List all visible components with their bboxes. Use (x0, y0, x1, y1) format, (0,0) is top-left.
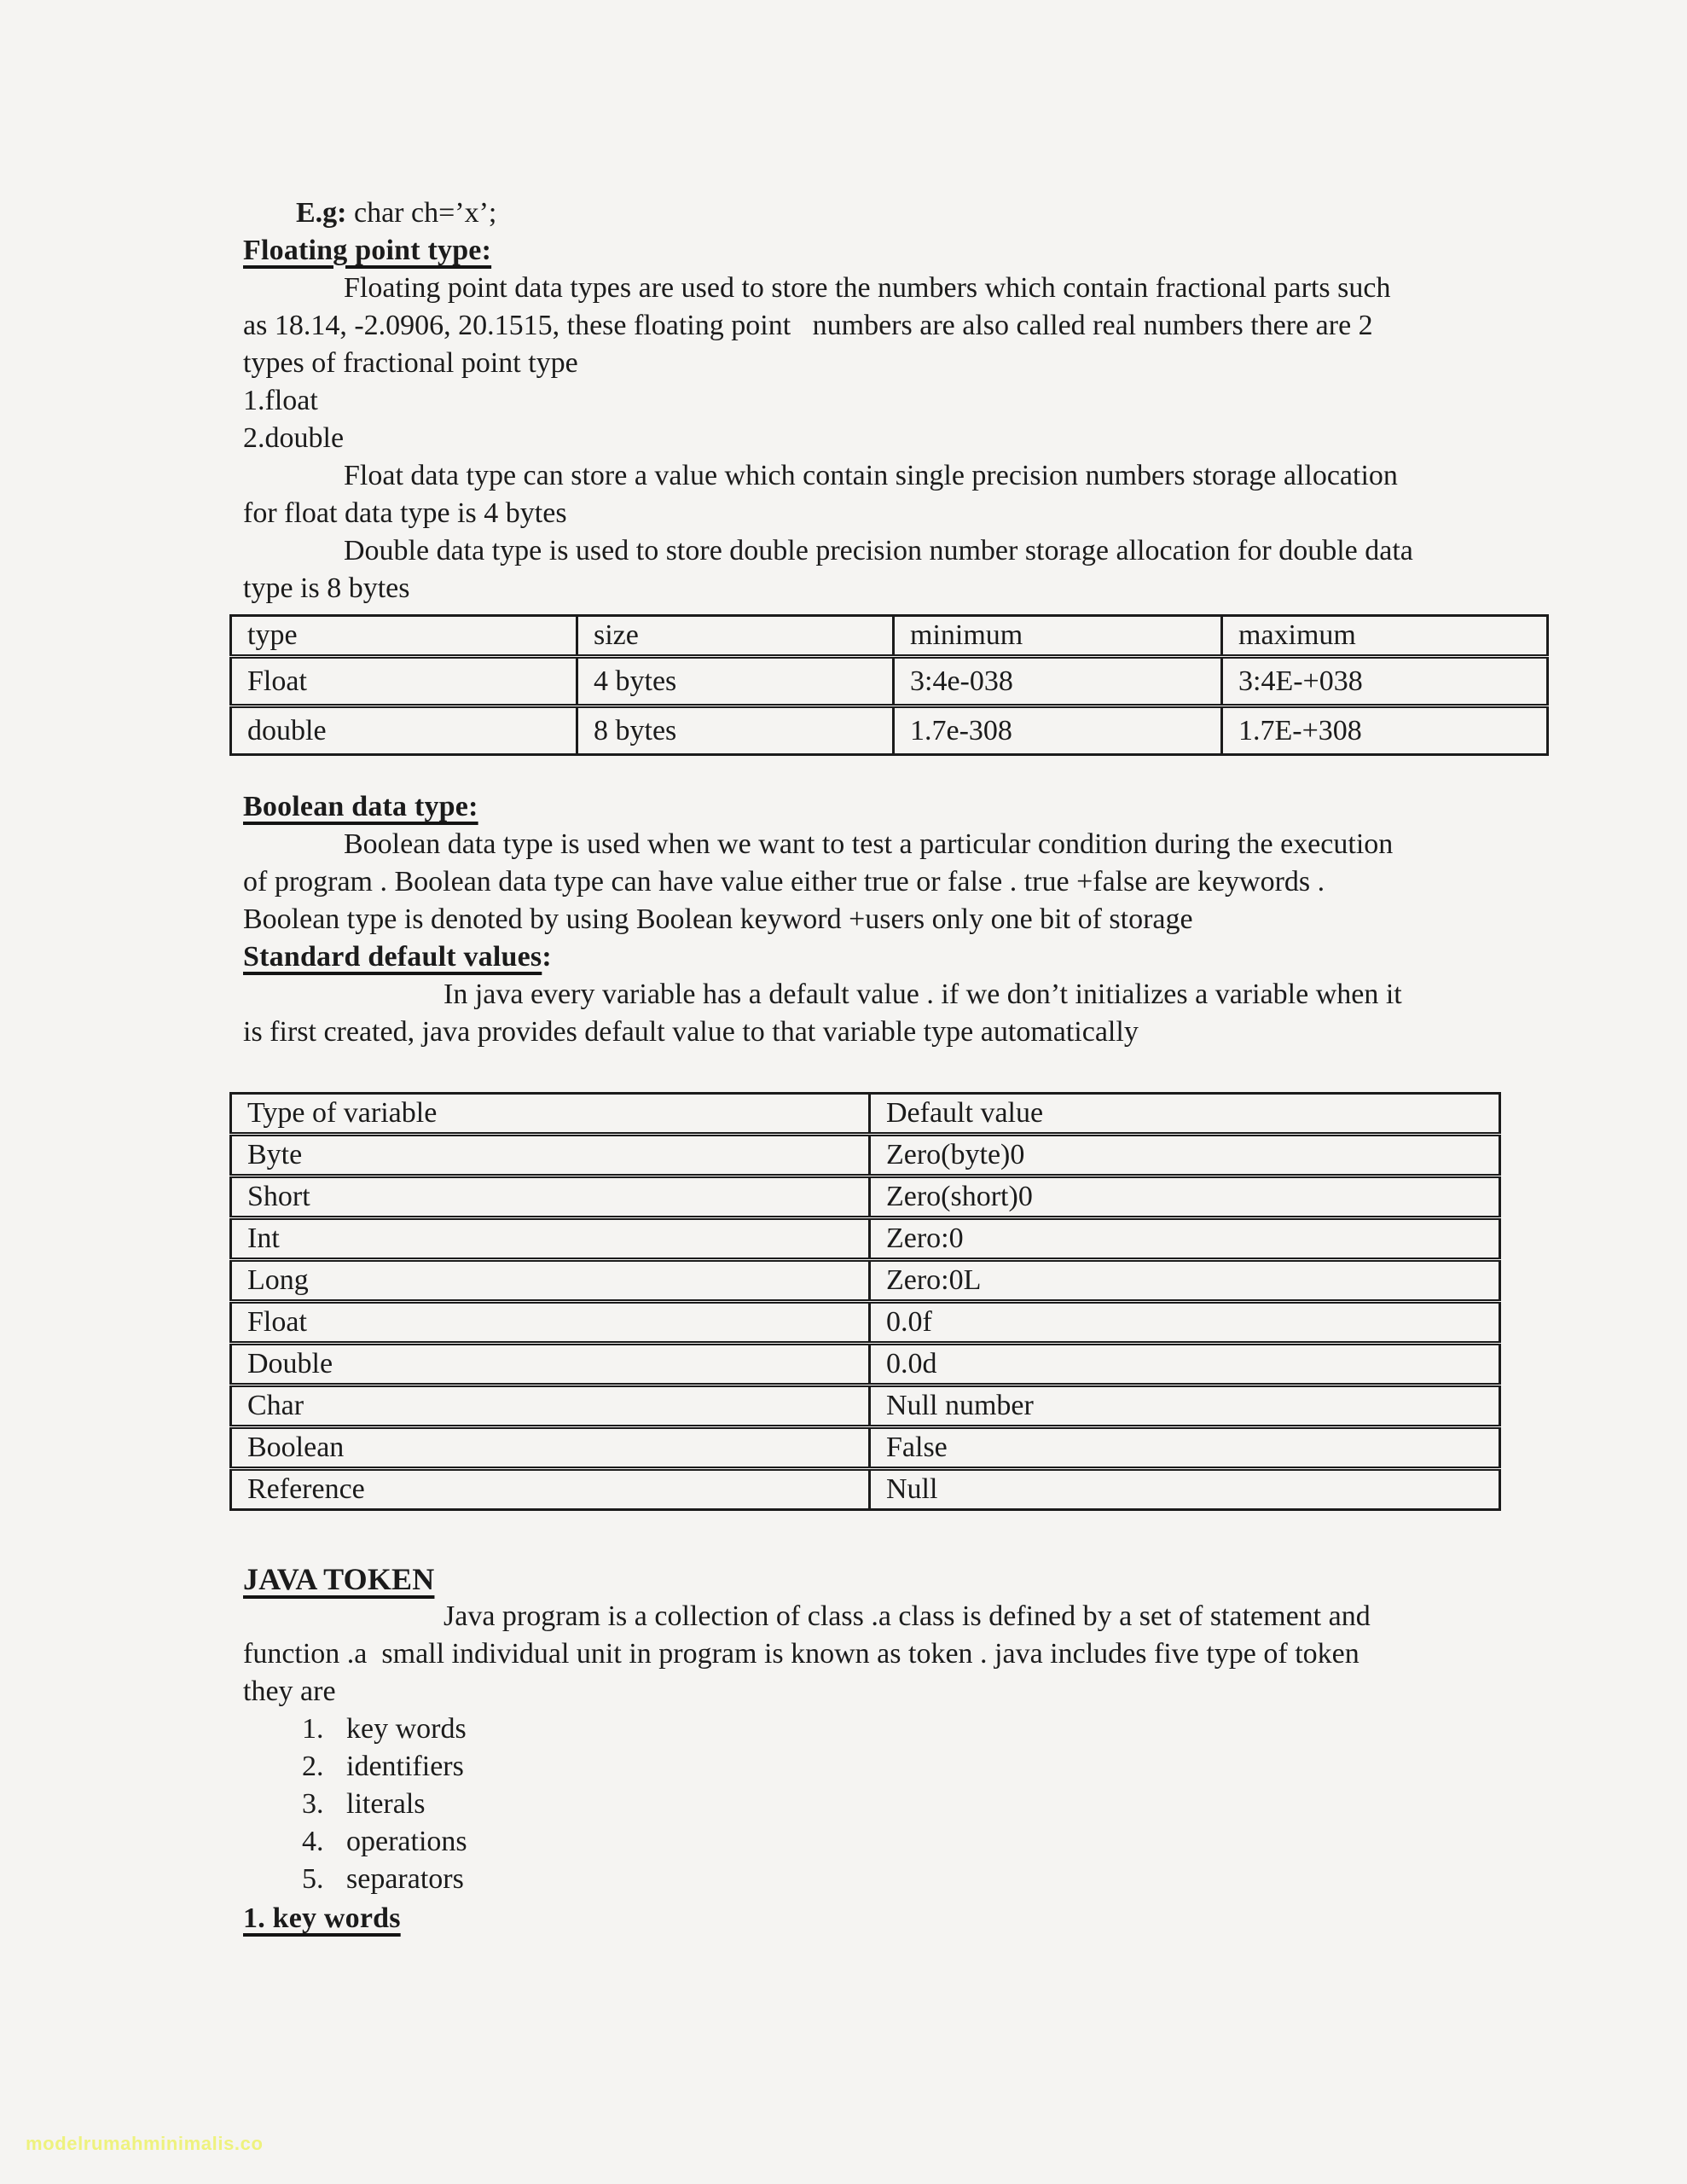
list-number: 5. (302, 1863, 324, 1895)
column-header: type (231, 616, 577, 657)
table-cell: Zero(byte)0 (870, 1135, 1500, 1176)
column-header: size (577, 616, 894, 657)
token-list-item (243, 1711, 1413, 1748)
table-cell: False (870, 1427, 1500, 1469)
table-row (231, 1176, 1500, 1218)
list-label: separators (346, 1863, 464, 1895)
table-cell: Float (231, 1302, 870, 1344)
table-cell: 4 bytes (577, 657, 894, 706)
list-number: 1. (302, 1713, 324, 1745)
column-header: maximum (1222, 616, 1548, 657)
column-header: minimum (894, 616, 1222, 657)
paragraph-floating-intro: Floating point data types are used to store the numbers which contain fractional parts such as 18.14, -2.0906, 20.1515, these floating point numbers are also called real numbers there are 2 types of fractional point type (243, 272, 1398, 379)
token-list-item (243, 1786, 1413, 1823)
table-cell: Boolean (231, 1427, 870, 1469)
table-row (231, 1385, 1500, 1427)
token-list-item (243, 1823, 1413, 1861)
table-cell: Char (231, 1385, 870, 1427)
table-cell: Reference (231, 1469, 870, 1510)
table-cell: 1.7E-+308 (1222, 706, 1548, 755)
table-cell: Byte (231, 1135, 870, 1176)
list-number: 4. (302, 1826, 324, 1857)
table-cell: Zero(short)0 (870, 1176, 1500, 1218)
table-cell: Double (231, 1344, 870, 1385)
table-cell: Long (231, 1260, 870, 1302)
list-line-double: 2.double (243, 422, 345, 454)
paragraph-standard-desc: In java every variable has a default value . if we don’t initializes a variable when it is first created, java provides default value to that variable type automatically (243, 979, 1410, 1048)
paragraph-boolean-desc: Boolean data type is used when we want to test a particular condition during the execution of program . Boolean data type can have value either true or false . true +false are keywords . Boolean type is denoted by using Boolean keyword +users only one bit of storage (243, 828, 1400, 935)
table-cell: 1.7e-308 (894, 706, 1222, 755)
paragraph-float-desc: Float data type can store a value which contain single precision numbers storage allocation for float data type is 4 bytes (243, 460, 1406, 529)
example-label: E.g: (296, 197, 347, 229)
table-header-row (231, 616, 1548, 657)
table-row (231, 1344, 1500, 1385)
table-cell: Float (231, 657, 577, 706)
paragraph-java-token-desc: Java program is a collection of class .a class is defined by a set of statement and function .a small individual unit in program is known as token . java includes five type of token they are (243, 1600, 1378, 1707)
list-number: 3. (302, 1788, 324, 1820)
table-row (231, 1135, 1500, 1176)
column-header: Default value (870, 1094, 1500, 1135)
token-list-item (243, 1748, 1413, 1786)
table-row (231, 1469, 1500, 1510)
table-cell: Zero:0 (870, 1218, 1500, 1260)
table-row (231, 1302, 1500, 1344)
list-line-float: 1.float (243, 385, 318, 416)
table-cell: 8 bytes (577, 706, 894, 755)
table-row (231, 1427, 1500, 1469)
example-code: char ch=’x’; (346, 197, 497, 229)
token-list-item (243, 1861, 1413, 1898)
table-row (231, 706, 1548, 755)
heading-standard-default-values: Standard default values: (243, 941, 552, 973)
table-cell: 0.0f (870, 1302, 1500, 1344)
document-content (243, 195, 1421, 1937)
table-cell: Int (231, 1218, 870, 1260)
heading-boolean-data-type: Boolean data type: (243, 791, 478, 822)
list-label: operations (346, 1826, 467, 1857)
table-header-row (231, 1094, 1500, 1135)
table-cell: 3:4E-+038 (1222, 657, 1548, 706)
table-cell: 3:4e-038 (894, 657, 1222, 706)
list-label: identifiers (346, 1751, 464, 1782)
float-double-table (229, 614, 1549, 756)
table-row (231, 1260, 1500, 1302)
heading-keywords: 1. key words (243, 1902, 401, 1934)
table-cell: double (231, 706, 577, 755)
paragraph-double-desc: Double data type is used to store double precision number storage allocation for double data type is 8 bytes (243, 535, 1421, 604)
list-label: key words (346, 1713, 467, 1745)
column-header: Type of variable (231, 1094, 870, 1135)
default-values-table (229, 1092, 1501, 1511)
table-cell: Null number (870, 1385, 1500, 1427)
table-cell: Short (231, 1176, 870, 1218)
table-cell: Zero:0L (870, 1260, 1500, 1302)
table-row (231, 657, 1548, 706)
heading-java-token: JAVA TOKEN (243, 1562, 435, 1596)
table-cell: 0.0d (870, 1344, 1500, 1385)
watermark-text: modelrumahminimalis.co (26, 2133, 264, 2154)
table-row (231, 1218, 1500, 1260)
list-label: literals (346, 1788, 426, 1820)
table-cell: Null (870, 1469, 1500, 1510)
heading-colon: : (542, 941, 552, 973)
example-line (243, 195, 1413, 232)
heading-floating-point-type: Floating point type: (243, 235, 492, 266)
list-number: 2. (302, 1751, 324, 1782)
